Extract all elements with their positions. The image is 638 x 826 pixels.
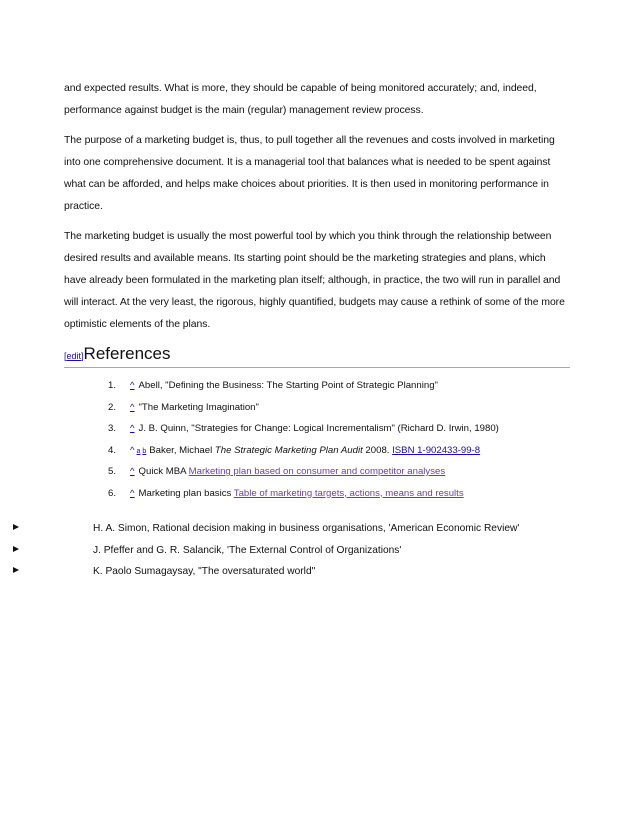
reference-number: 4. <box>107 444 116 456</box>
references-list <box>64 380 570 509</box>
backlink-letters <box>137 448 147 455</box>
reference-text: Abell, "Defining the Business: The Starting Point of Strategic Planning" <box>138 380 438 391</box>
bullet-item-3 <box>64 566 570 588</box>
reference-text: "The Marketing Imagination" <box>138 401 259 413</box>
bullet-text: J. Pfeffer and G. R. Salancik, 'The External Control of Organizations' <box>93 544 402 556</box>
reference-item-2 <box>64 402 570 424</box>
edit-bracket-open: [ <box>64 351 67 361</box>
reference-text: J. B. Quinn, "Strategies for Change: Logical Incrementalism" (Richard D. Irwin, 1980) <box>138 423 499 434</box>
references-title: References <box>83 344 171 363</box>
reference-title-italic: The Strategic Marketing Plan Audit <box>214 444 363 456</box>
reference-number: 2. <box>107 401 116 413</box>
bullet-text: H. A. Simon, Rational decision making in business organisations, 'American Economic Review' <box>93 523 520 534</box>
backlink-b[interactable]: b <box>142 447 147 455</box>
reference-number: 5. <box>107 466 116 477</box>
edit-bracket-close: ] <box>81 351 84 361</box>
reference-item-1 <box>64 380 570 402</box>
backlink-caret[interactable]: ^ <box>130 401 135 413</box>
marketing-plan-analyses-link[interactable]: Marketing plan based on consumer and competitor analyses <box>188 466 446 477</box>
backlink-caret: ^ <box>130 444 135 456</box>
backlink-caret[interactable]: ^ <box>130 487 135 499</box>
reference-year: 2008. <box>362 444 393 456</box>
reference-source: Marketing plan basics <box>138 487 234 499</box>
further-reading-list <box>64 523 570 588</box>
reference-author: Baker, Michael <box>149 444 215 456</box>
bullet-text: K. Paolo Sumagaysay, "The oversaturated world" <box>93 566 316 577</box>
reference-source: Quick MBA <box>138 466 189 477</box>
backlink-caret[interactable]: ^ <box>130 380 135 391</box>
reference-item-3 <box>64 423 570 445</box>
bullet-item-1 <box>64 523 570 545</box>
isbn-link[interactable]: ISBN 1-902433-99-8 <box>392 444 481 456</box>
reference-item-5 <box>64 466 570 488</box>
document-page <box>64 78 570 588</box>
bullet-item-2 <box>64 545 570 567</box>
reference-number: 1. <box>107 380 116 391</box>
bullet-arrow-icon <box>13 524 19 530</box>
reference-text <box>139 488 464 499</box>
backlink-caret[interactable]: ^ <box>130 466 135 477</box>
paragraph-budget-results: and expected results. What is more, they should be capable of being monitored accurately; and, indeed, performance against budget is the main (regular) management review process. <box>64 83 537 116</box>
bullet-arrow-icon <box>13 567 19 573</box>
edit-link[interactable]: edit <box>66 351 82 361</box>
reference-number: 3. <box>107 423 116 434</box>
bullet-arrow-icon <box>13 546 19 552</box>
backlink-caret[interactable]: ^ <box>130 423 135 434</box>
marketing-targets-table-link[interactable]: Table of marketing targets, actions, means and results <box>233 487 464 499</box>
reference-text <box>139 466 446 477</box>
reference-number: 6. <box>107 487 116 499</box>
paragraph-budget-purpose: The purpose of a marketing budget is, thus, to pull together all the revenues and costs involved in marketing into one comprehensive document. It is a managerial tool that balances what is needed to be spent against what can be afforded, and helps make choices about priorities. It is then used in monitoring performance in practice. <box>64 135 555 212</box>
paragraph-budget-tool: The marketing budget is usually the most powerful tool by which you think through the relationship between desired results and available means. Its starting point should be the marketing strategies and plans, which have already been formulated in the marketing plan itself; although, in practice, the two will run in parallel and will interact. At the very least, the rigorous, highly quantified, budgets may cause a rethink of some of the more optimistic elements of the plans. <box>64 231 565 330</box>
references-heading <box>64 344 570 368</box>
reference-text <box>149 445 480 456</box>
reference-item-4 <box>64 445 570 467</box>
backlink-a[interactable]: a <box>136 447 141 455</box>
reference-item-6 <box>64 488 570 510</box>
